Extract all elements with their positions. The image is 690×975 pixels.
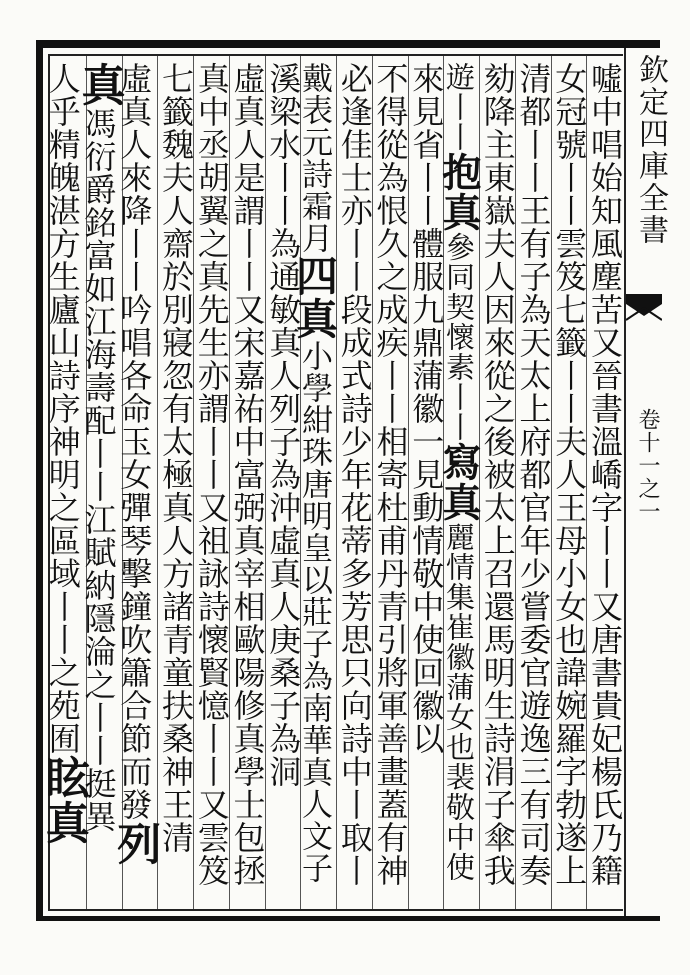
book-title: 欽定四庫全書 — [633, 54, 668, 246]
text-segment: 為通敏真人列子為沖虛真人庚桑子為洞 — [264, 227, 303, 788]
text-segment: 不得從為恨久之成疾丨丨相寄杜甫丹青引將軍善畫蓋有神 — [371, 62, 410, 887]
text-column — [264, 62, 303, 907]
text-segment: 溪梁水丨丨 — [264, 62, 303, 227]
heading-term: 四真 — [290, 254, 339, 340]
text-segment: 遊丨丨 — [442, 62, 476, 152]
text-column — [157, 62, 195, 907]
text-segment: 清都丨丨王有子為天太上府都官年少嘗委官遊逸三有司奏 — [514, 62, 553, 887]
text-column — [335, 62, 374, 907]
text-segment: 虛真人是謂丨丨又宋嘉祐中富弼真宰相歐陽修真學士包拯 — [228, 62, 267, 887]
text-column — [192, 62, 231, 907]
frame-top-border — [36, 40, 660, 48]
heading-term: 真 — [73, 62, 125, 107]
text-column — [478, 62, 517, 907]
text-column — [37, 62, 89, 907]
text-column — [407, 62, 446, 907]
heading-term: 寫真 — [436, 442, 482, 522]
text-column — [228, 62, 267, 907]
text-segment: 噓中唱始知風塵苦又晉書溫嶠字丨丨又唐書貴妃楊氏乃籍 — [586, 62, 624, 887]
fish-tail-icon — [626, 294, 662, 334]
text-segment: 小學紺珠唐明皇以莊子為南華真人文子 — [296, 340, 332, 884]
text-segment: 女冠號丨丨雲笈七籤丨丨夫人王母小女也諱婉羅字勃遂上 — [550, 62, 589, 887]
text-column — [109, 62, 161, 907]
juan-number: 卷十一之一 — [635, 408, 660, 523]
text-column — [436, 62, 482, 907]
text-segment: 馮衍爵銘富如江海壽配丨丨江賦納隱淪之丨丨挺異 — [79, 107, 118, 833]
text-segment: 來見省丨丨體服九鼎 — [407, 62, 446, 359]
heading-term: 列 — [109, 821, 161, 866]
text-segment: 真中丞胡翼之真先生亦謂丨丨又祖詠詩懷賢憶丨丨又雲笈 — [192, 62, 231, 887]
book-margin-column — [624, 48, 668, 916]
text-segment: 虛真人來降丨丨吟唱各命玉女彈琴擊鐘吹簫合節而發 — [115, 62, 154, 821]
frame-bottom-border — [36, 916, 660, 921]
text-column — [586, 62, 624, 907]
text-segment: 劾降主東嶽夫人因來從之後被太上召還馬明生詩涓子傘我 — [478, 62, 517, 887]
text-column — [514, 62, 553, 907]
text-segment: 戴表元詩霜月 — [296, 62, 332, 254]
text-segment: 蒲徽一見動情敬中使回徽以 — [407, 359, 446, 755]
heading-term: 抱真 — [436, 152, 482, 232]
text-segment: 七籤魏夫人齋於別寢忽有太極真人方諸青童扶桑神王清 — [157, 62, 195, 854]
heading-term: 眩真 — [37, 755, 89, 845]
text-segment: 必逢佳士亦丨丨段成式詩少年花蒂多芳思只向詩中丨取丨 — [335, 62, 374, 887]
text-segment: 麗情集崔徽蒲女也裴敬中使 — [442, 522, 476, 882]
text-segment: 人乎精魄湛方生廬山詩序神明之區域丨丨之苑囿 — [43, 62, 82, 755]
inner-bottom-rule — [48, 909, 623, 911]
text-column — [550, 62, 589, 907]
text-column — [290, 62, 339, 907]
text-column — [73, 62, 125, 907]
text-column — [371, 62, 410, 907]
text-segment: 參同契懷素丨丨 — [442, 232, 476, 442]
